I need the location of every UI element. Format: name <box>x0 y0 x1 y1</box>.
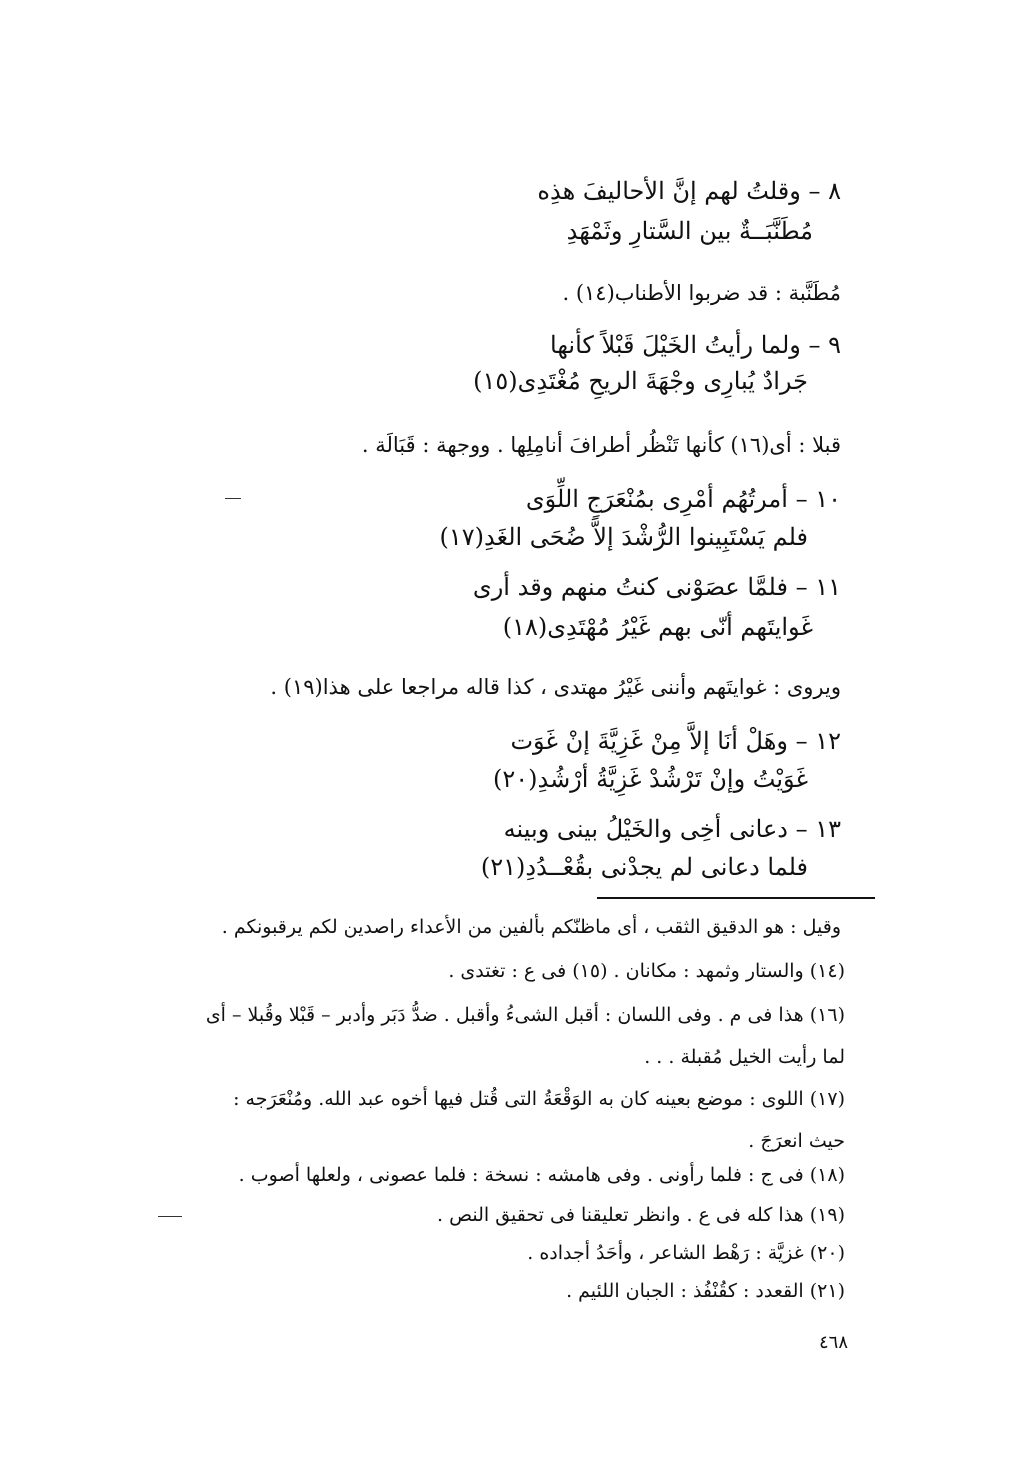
footnote-separator <box>597 897 875 899</box>
verse-9-first-hemistich: ٩ – ولما رأيتُ الخَيْلَ قَبْلاً كأنها <box>550 331 841 359</box>
verse-8-second-hemistich: مُطَنَّبَــةٌ بين السَّتارِ وثَمْهَدِ <box>566 217 813 245</box>
page-number: ٤٦٨ <box>818 1332 848 1353</box>
footnote-16: (١٦) هذا فى م . وفى اللسان : أقبل الشىءُ وأقبل . ضدُّ دَبَر وأدبر – قَبْلا وقُبلا – أى <box>205 1004 845 1026</box>
footnote-17-continuation: حيث انعرَجَ . <box>748 1130 845 1152</box>
footnote-19: (١٩) هذا كله فى ع . وانظر تعليقنا فى تحقيق النص . <box>437 1204 845 1226</box>
gloss-line-1: مُطَنَّبة : قد ضربوا الأطناب(١٤) . <box>562 281 841 305</box>
verse-12-second-hemistich: غَوَيْتُ وإنْ تَرْشُدْ غَزِيَّةُ أرْشُدِ(٢٠) <box>492 765 808 793</box>
footnote-continuation: وقيل : هو الدقيق الثقب ، أى ماظنّكم بألفين من الأعداء راصدين لكم يرقبونكم . <box>221 916 841 938</box>
verse-13-first-hemistich: ١٣ – دعانى أخِى والخَيْلُ بينى وبينه <box>503 815 841 843</box>
verse-12-first-hemistich: ١٢ – وهَلْ أنَا إلاَّ مِنْ غَزِيَّةَ إنْ غَوَت <box>510 727 841 755</box>
scan-mark <box>225 498 241 499</box>
verse-10-second-hemistich: فلم يَسْتَبِينوا الرُّشْدَ إلاَّ ضُحَى الغَدِ(١٧) <box>439 523 808 551</box>
footnote-16-continuation: لما رأيت الخيل مُقبلة . . . <box>644 1046 845 1068</box>
verse-8-first-hemistich: ٨ – وقلتُ لهم إنَّ الأحاليفَ هذِه <box>537 177 841 205</box>
footnote-21: (٢١) القعدد : كقُنْفُذ : الجبان اللئيم . <box>566 1280 845 1302</box>
verse-11-second-hemistich: غَوايتَهم أنّى بهم غَيْرُ مُهْتَدِى(١٨) <box>502 613 813 641</box>
gloss-line-3: ويروى : غوايتَهم وأننى غَيْرُ مهتدى ، كذا قاله مراجعا على هذا(١٩) . <box>270 675 841 699</box>
verse-13-second-hemistich: فلما دعانى لم يجدْنى بقُعْــدُدِ(٢١) <box>480 853 808 881</box>
gloss-line-2: قبلا : أى(١٦) كأنها تَنْظُر أطرافَ أنامِلِها . ووجهة : قَبَالَة . <box>361 433 841 457</box>
footnote-18: (١٨) فى ج : فلما رأونى . وفى هامشه : نسخة : فلما عصونى ، ولعلها أصوب . <box>238 1164 845 1186</box>
footnote-17: (١٧) اللوى : موضع بعينه كان به الوَقْعَةُ التى قُتل فيها أخوه عبد الله. ومُنْعَرَجه : <box>233 1088 845 1110</box>
verse-11-first-hemistich: ١١ – فلمَّا عصَوْنى كنتُ منهم وقد أرى <box>472 573 841 601</box>
footnote-20: (٢٠) غزيَّة : رَهْط الشاعر ، وأحَدُ أجداده . <box>527 1242 845 1264</box>
scan-mark <box>158 1216 182 1217</box>
verse-10-first-hemistich: ١٠ – أمرتُهُم أمْرِى بمُنْعَرَجِ اللِّوَى <box>525 485 841 513</box>
verse-9-second-hemistich: جَرادٌ يُبارِى وجْهَةَ الريحِ مُغْتَدِى(١٥) <box>473 367 808 395</box>
footnote-14-15: (١٤) والستار وثمهد : مكانان . (١٥) فى ع : تغتدى . <box>448 960 845 982</box>
